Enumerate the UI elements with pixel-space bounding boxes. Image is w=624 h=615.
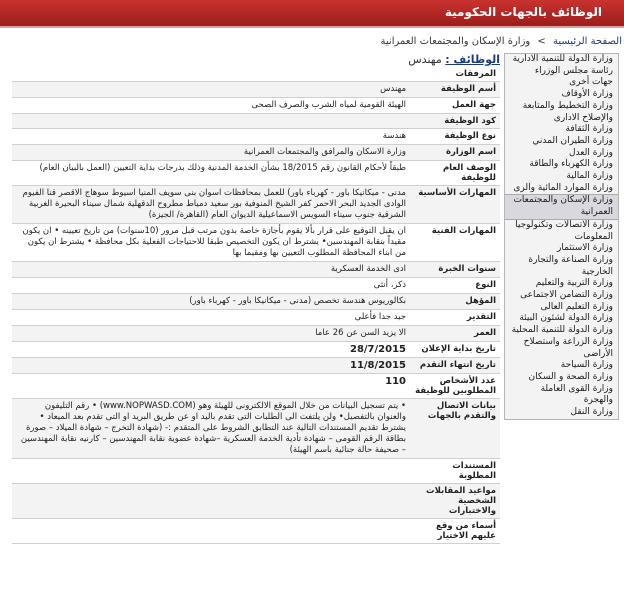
field-value: 11/8/2015 xyxy=(12,358,410,374)
table-row xyxy=(12,326,500,342)
sidebar-item[interactable]: وزارة الاتصالات وتكنولوجيا المعلومات xyxy=(515,219,613,242)
sidebar-item[interactable]: وزارة الدولة للتنمية الادارية xyxy=(512,54,613,64)
field-value xyxy=(12,114,410,129)
table-row xyxy=(12,186,500,224)
field-label: العمر xyxy=(410,326,500,342)
field-label: المهارات الأساسية xyxy=(410,186,500,224)
sidebar-item[interactable]: وزارة القوى العاملة والهجرة xyxy=(540,383,613,406)
table-row xyxy=(12,519,500,544)
field-value: بكالوريوس هندسة تخصص (مدنى - ميكانيكا باور - كهرباء باور) xyxy=(12,294,410,310)
table-row xyxy=(12,310,500,326)
table-row xyxy=(12,374,500,399)
field-label: بيانات الاتصال والتقدم بالجهات xyxy=(410,399,500,459)
field-label: المستندات المطلوبة xyxy=(410,459,500,484)
sidebar-item[interactable]: وزارة الموارد المائية والرى xyxy=(513,182,613,193)
field-value: 110 xyxy=(12,374,410,399)
sidebar-item[interactable]: وزارة الاستثمار xyxy=(556,243,613,254)
field-label: النوع xyxy=(410,278,500,294)
field-label: أسم الوظيفة xyxy=(410,82,500,98)
sidebar-item[interactable]: وزارة التربية والتعليم xyxy=(535,278,613,289)
sidebar-item[interactable]: وزارة التعليم العالى xyxy=(540,301,613,312)
header-title: الوظائف بالجهات الحكومية xyxy=(444,5,602,19)
field-label: المرفقات xyxy=(410,67,500,82)
field-label: كود الوظيفة xyxy=(410,114,500,129)
sidebar-item[interactable]: وزارة السياحة xyxy=(560,360,613,371)
breadcrumb-current: وزارة الإسكان والمجتمعات العمرانية xyxy=(380,36,531,47)
details-table xyxy=(12,67,500,544)
field-value: ادى الخدمة العسكرية xyxy=(12,262,410,278)
table-row xyxy=(12,484,500,519)
field-value: الهيئة القومية لمياه الشرب والصرف الصحى xyxy=(12,98,410,114)
field-value: ان يقبل التوقيع على قرار بألا يقوم بأجازة خاصة بدون مرتب قبل مرور (10سنوات) من تاريخ تعيينه • ان يكون مقيداً بنقابة المهندسين• يشترط ان يكون التخصيص طبقا للاحتياجات الفعلية بكل محافظة • يشترط ان يكون من ابناء المحافظة المطلوب التعيين بها ومقيما بها xyxy=(12,224,410,262)
sidebar-item[interactable]: وزارة الصناعة والتجارة الخارجية xyxy=(528,254,613,277)
field-value xyxy=(12,67,410,82)
sidebar-item[interactable]: رئاسة مجلس الوزراء xyxy=(534,65,613,76)
table-row xyxy=(12,67,500,82)
table-row xyxy=(12,262,500,278)
field-value: وزارة الاسكان والمرافق والمجتمعات العمرانية xyxy=(12,145,410,161)
field-value: جيد جدا فأعلى xyxy=(12,310,410,326)
table-row xyxy=(12,294,500,310)
field-value: مهندس xyxy=(12,82,410,98)
field-label: التقدير xyxy=(410,310,500,326)
field-label: المهارات الفنية xyxy=(410,224,500,262)
ministries-sidebar xyxy=(504,53,619,420)
table-row xyxy=(12,358,500,374)
field-value xyxy=(12,459,410,484)
sidebar-item[interactable]: وزارة النقل xyxy=(570,407,613,418)
field-label: أسماء من وقع عليهم الاختيار xyxy=(410,519,500,544)
breadcrumb-separator: > xyxy=(537,36,546,47)
sidebar-item[interactable]: وزارة الثقافة xyxy=(565,124,613,135)
sidebar-item[interactable]: وزارة الصحة و السكان xyxy=(528,371,613,382)
field-value: 28/7/2015 xyxy=(12,342,410,358)
table-row xyxy=(12,129,500,145)
table-row xyxy=(12,114,500,129)
job-details xyxy=(12,53,500,544)
field-label: اسم الوزارة xyxy=(410,145,500,161)
sidebar-item[interactable]: وزارة التخطيط والمتابعة والإصلاح الادارى xyxy=(522,100,613,123)
field-value xyxy=(12,519,410,544)
field-value: طبقاً لأحكام القانون رقم 18/2015 بشأن الخدمة المدنية وذلك بدرجات بداية التعيين (العمل بالبيان العام) xyxy=(12,161,410,186)
job-heading-value: مهندس xyxy=(408,53,442,66)
field-value: الا يزيد السن عن 26 عاما xyxy=(12,326,410,342)
sidebar-item[interactable]: وزارة المالية xyxy=(566,171,613,182)
field-label: نوع الوظيفة xyxy=(410,129,500,145)
field-value xyxy=(12,484,410,519)
field-label: المؤهل xyxy=(410,294,500,310)
field-label: تاريخ بداية الإعلان xyxy=(410,342,500,358)
breadcrumb xyxy=(12,36,624,47)
field-label: جهة العمل xyxy=(410,98,500,114)
field-label: عدد الأشخاص المطلوبين للوظيفة xyxy=(410,374,500,399)
table-row xyxy=(12,278,500,294)
table-row xyxy=(12,145,500,161)
field-value: مدنى - ميكانيكا باور - كهرباء باور) للعمل بمحافظات اسوان بنى سويف المنيا اسيوط سوهاج الاقصر قنا الفيوم الوادى الجديد البحر الاحمر كفر الشيخ المنوفية بور سعيد دمياط مطروح الدقهلية شمال سيناء البحيرة الغربية الشرقية جنوب سيناء السويس الاسماعيلية الديوان العام (القاهرة/ الجيزة) xyxy=(12,186,410,224)
sidebar-item[interactable]: وزارة الدولة للتنمية المحلية xyxy=(511,325,613,336)
sidebar-item[interactable]: وزارة الأوقاف xyxy=(561,89,613,100)
sidebar-item[interactable]: وزارة الطيران المدني xyxy=(532,135,613,146)
table-row xyxy=(12,459,500,484)
table-row xyxy=(12,82,500,98)
sidebar-item[interactable]: وزارة الكهرباء والطاقة xyxy=(529,159,613,170)
breadcrumb-home[interactable]: الصفحة الرئيسية xyxy=(553,36,622,47)
sidebar-item[interactable]: وزارة الزراعة واستصلاح الأراضى xyxy=(523,336,613,359)
table-row xyxy=(12,399,500,459)
sidebar-item[interactable]: وزارة العدل xyxy=(569,147,613,158)
table-row xyxy=(12,224,500,262)
sidebar-item[interactable]: جهات أخرى xyxy=(569,77,613,88)
table-row xyxy=(12,161,500,186)
job-heading xyxy=(12,53,500,67)
field-label: الوصف العام للوظيفة xyxy=(410,161,500,186)
page-header xyxy=(0,0,624,28)
field-value: • يتم تسجيل البيانات من خلال الموقع الالكترونى للهيئة وهو (www.NOPWASD.COM) • رقم التليفون والعنوان بالتفصيل• ولن يلتفت الى الطلبات التى تقدم باليد او عن طريق البريد او التى تقدم بعد الميعاد • يشترط تقديم المستندات التالية عند التطابق الشروط على المتقدم :- (شهادة التخرج – شهادة الميلاد – صورة بطاقة الرقم القومى – شهادة تأدية الخدمة العسكرية –شهادة عضوية نقابة المهندسين – كارنيه نقابة المهندسين – صحيفة حالة جنائية باسم الهيئة) xyxy=(12,399,410,459)
table-row xyxy=(12,98,500,114)
field-label: سنوات الخبرة xyxy=(410,262,500,278)
job-heading-label: الوظائف : xyxy=(445,53,500,66)
table-row xyxy=(12,342,500,358)
sidebar-item[interactable]: وزارة التضامن الاجتماعى xyxy=(520,290,613,301)
field-value: هندسة xyxy=(12,129,410,145)
sidebar-item[interactable]: وزارة الدولة لشئون البيئة xyxy=(519,313,613,324)
sidebar-item[interactable]: وزارة الإسكان والمجتمعات العمرانية xyxy=(505,194,618,219)
field-label: مواعيد المقابلات الشخصية والاختبارات xyxy=(410,484,500,519)
field-label: تاريخ انتهاء التقدم xyxy=(410,358,500,374)
field-value: ذكر، أنثى xyxy=(12,278,410,294)
